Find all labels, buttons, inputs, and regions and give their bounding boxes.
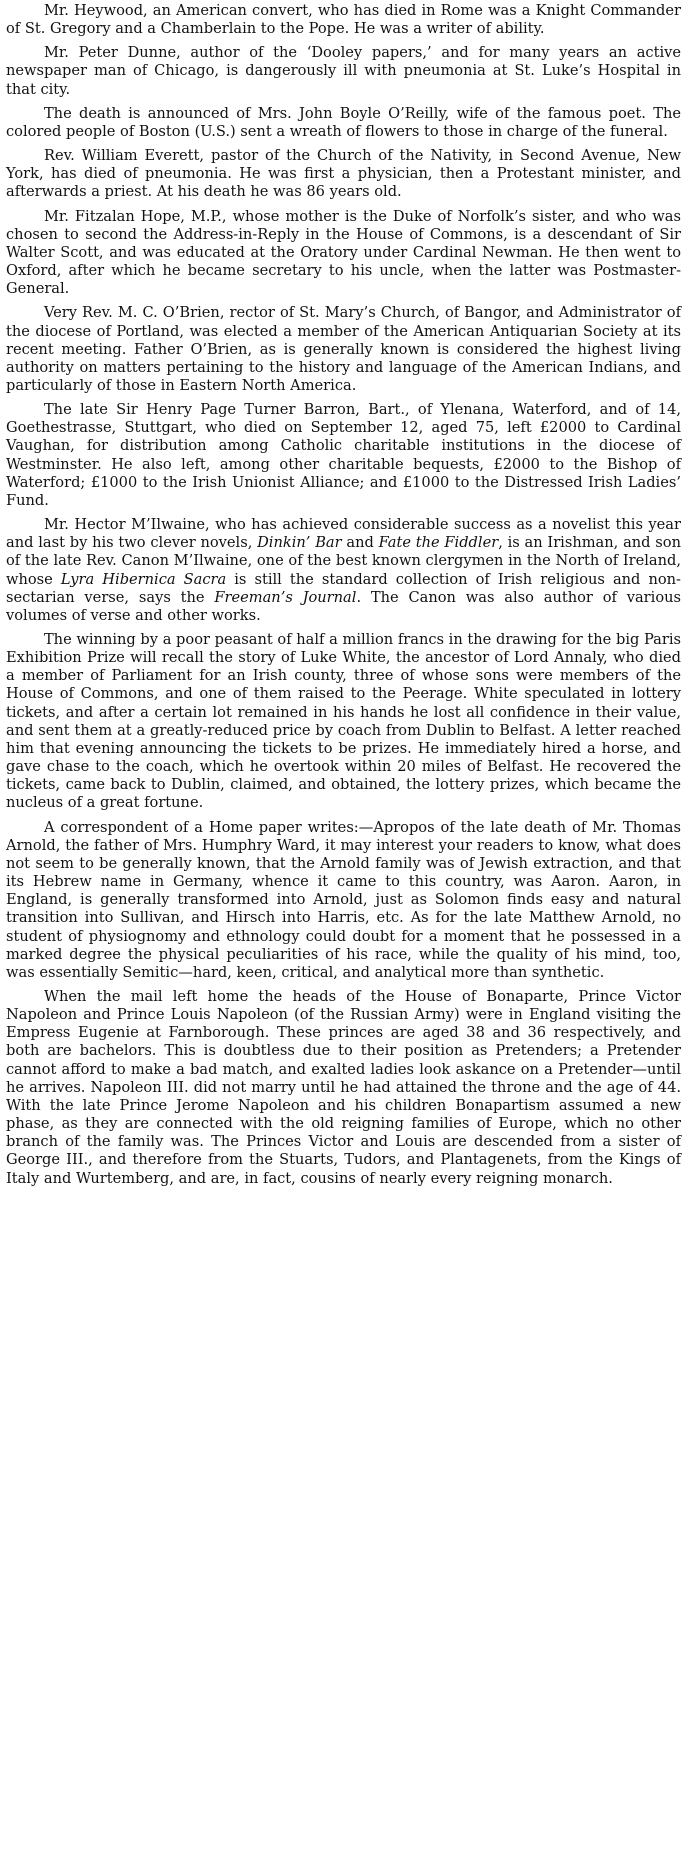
paragraph-text: Mr. Hector M’Ilwaine, who has achieved considerable success as a novelist this year and last by his two clever novels,: [6, 516, 681, 552]
paragraph-text: The death is announced of Mrs. John Boyle O’Reilly, wife of the famous poet. The colored people of Boston (U.S.) sent a wreath of flowers to those in charge of the funeral.: [6, 104, 681, 140]
book-title: Lyra Hibernica Sacra: [60, 570, 227, 588]
paragraph-luke-white: [6, 631, 681, 813]
paragraph-text: A correspondent of a Home paper writes:—Apropos of the late death of Mr. Thomas Arnold, the father of Mrs. Humphry Ward, it may interest your readers to know, what does not seem to be generally known, that the Arnold family was of Jewish extraction, and that its Hebrew name in Germany, whence it came to this country, was Aaron. Aaron, in England, is generally transformed into Arnold, just as Solomon finds easy and natural transition into Sullivan, and Hirsch into Harris, etc. As for the late Matthew Arnold, no student of physiognomy and ethnology could doubt for a moment that he possessed in a marked degree the physical peculiarities of his race, while the quality of his mind, too, was essentially Semitic—hard, keen, critical, and analytical more than synthetic.: [6, 818, 681, 981]
paragraph-heywood: [6, 2, 681, 38]
publication-title: Freeman’s Journal: [214, 588, 357, 606]
paragraph-everett: [6, 147, 681, 201]
paragraph-text: When the mail left home the heads of the House of Bonaparte, Prince Victor Napoleon and Prince Louis Napoleon (of the Russian Army) were in England visiting the Empress Eugenie at Farnborough. These princes are aged 38 and 36 respectively, and both are bachelors. This is doubtless due to their position as Pretenders; a Pretender cannot afford to make a bad match, and exalted ladies look askance on a Pretender—until he arrives. Napoleon III. did not marry until he had attained the throne and the age of 44. With the late Prince Jerome Napoleon and his children Bonapartism assumed a new phase, as they are connected with the old reigning families of Europe, which no other branch of the family was. The Princes Victor and Louis are descended from a sister of George III., and therefore from the Stuarts, Tudors, and Plantagenets, from the Kings of Italy and Wurtemberg, and are, in fact, cousins of nearly every reigning monarch.: [6, 987, 681, 1187]
paragraph-text: , is an Irishman, and son of the late Rev. Canon M’Ilwaine, one of the best known clergymen in the North of Ireland, whose: [6, 534, 681, 588]
paragraph-text: Mr. Peter Dunne, author of the ‘Dooley papers,’ and for many years an active newspaper man of Chicago, is dangerously ill with pneumonia at St. Luke’s Hospital in that city.: [6, 44, 681, 98]
paragraph-milwaine: [6, 516, 681, 625]
paragraph-text: Very Rev. M. C. O’Brien, rector of St. Mary’s Church, of Bangor, and Administrator of the diocese of Portland, was elected a member of the American Antiquarian Society at its recent meeting. Father O’Brien, as is generally known is considered the highest living authority on matters pertaining to the history and language of the American Indians, and particularly of those in Eastern North America.: [6, 304, 681, 394]
paragraph-text: . The Canon was also author of various volumes of verse and other works.: [6, 588, 682, 624]
paragraph-dunne: [6, 44, 681, 98]
paragraph-text: is still the standard collection of Irish religious and non-sectarian verse, says the: [6, 570, 681, 606]
paragraph-obrien: [6, 304, 681, 395]
book-title: Dinkin’ Bar: [257, 534, 342, 552]
paragraph-text: The winning by a poor peasant of half a million francs in the drawing for the big Paris Exhibition Prize will recall the story of Luke White, the ancestor of Lord Annaly, who died a member of Parliament for an Irish county, three of whose sons were members of the House of Commons, and one of them raised to the Peerage. White speculated in lottery tickets, and after a certain lot remained in his hands he lost all confidence in their value, and sent them at a greatly-reduced price by coach from Dublin to Belfast. A letter reached him that evening announcing the tickets to be prizes. He immediately hired a horse, and gave chase to the coach, which he overtook within 20 miles of Belfast. He recovered the tickets, came back to Dublin, claimed, and obtained, the lottery prizes, which became the nucleus of a great fortune.: [6, 631, 681, 812]
paragraph-text: The late Sir Henry Page Turner Barron, Bart., of Ylenana, Waterford, and of 14, Goethestrasse, Stuttgart, who died on September 12, aged 75, left £2000 to Cardinal Vaughan, for distribution among Catholic charitable institutions in the diocese of Westminster. He also left, among other charitable bequests, £2000 to the Bishop of Waterford; £1000 to the Irish Unionist Alliance; and £1000 to the Distressed Irish Ladies’ Fund.: [6, 401, 681, 509]
book-title: Fate the Fiddler: [378, 534, 499, 552]
paragraph-text: Rev. William Everett, pastor of the Church of the Nativity, in Second Avenue, New York, has died of pneumonia. He was first a physician, then a Protestant minister, and afterwards a priest. At his death he was 86 years old.: [6, 147, 681, 201]
paragraph-barron: [6, 401, 681, 510]
paragraph-bonaparte: [6, 988, 681, 1188]
paragraph-oreilly: [6, 105, 681, 141]
paragraph-text: and: [341, 534, 379, 552]
paragraph-hope: [6, 208, 681, 299]
paragraph-text: Mr. Fitzalan Hope, M.P., whose mother is the Duke of Norfolk’s sister, and who was chosen to second the Address-in-Reply in the House of Commons, is a descendant of Sir Walter Scott, and was educated at the Oratory under Cardinal Newman. He then went to Oxford, after which he became secretary to his uncle, when the latter was Postmaster-General.: [6, 207, 681, 298]
paragraph-text: Mr. Heywood, an American convert, who has died in Rome was a Knight Commander of St. Gregory and a Chamberlain to the Pope. He was a writer of ability.: [6, 2, 681, 38]
paragraph-arnold: [6, 819, 681, 982]
